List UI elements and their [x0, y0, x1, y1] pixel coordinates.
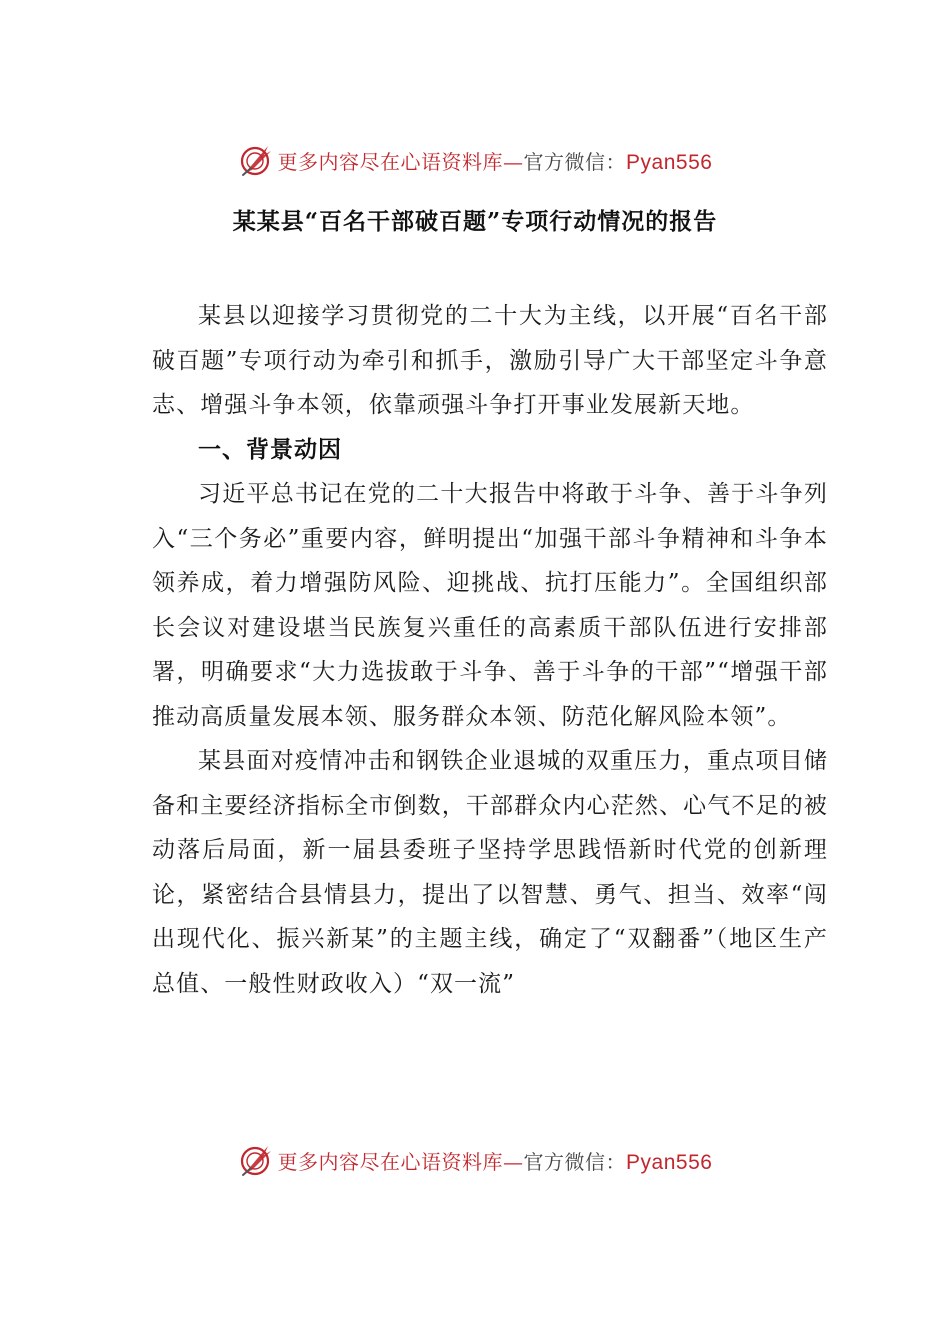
quill-seal-logo-icon [238, 142, 274, 178]
intro-paragraph: 某县以迎接学习贯彻党的二十大为主线，以开展“百名干部破百题”专项行动为牵引和抓手，激励引导广大干部坚定斗争意志、增强斗争本领，依靠顽强斗争打开事业发展新天地。 [152, 303, 828, 418]
watermark-wechat-label: 官方微信： [523, 149, 627, 174]
watermark-main-text: 更多内容尽在心语资料库 [277, 1149, 504, 1174]
section1-paragraph-2: 某县面对疫情冲击和钢铁企业退城的双重压力，重点项目储备和主要经济指标全市倒数，干部群众内心茫然、心气不足的被动落后局面，新一届县委班子坚持学思践悟新时代党的创新理论，紧密结合县情县力，提出了以智慧、勇气、担当、效率“闯出现代化、振兴新某”的主题主线，确定了“双翻番”（地区生产总值、一般性财政收入）“双一流” [152, 748, 828, 997]
quill-seal-logo-icon [238, 1142, 274, 1178]
section1-paragraph-1: 习近平总书记在党的二十大报告中将敢于斗争、善于斗争列入“三个务必”重要内容，鲜明提出“加强干部斗争精神和斗争本领养成，着力增强防风险、迎挑战、抗打压能力”。全国组织部长会议对建设堪当民族复兴重任的高素质干部队伍进行安排部署，明确要求“大力选拔敢于斗争、善于斗争的干部”“增强干部推动高质量发展本领、服务群众本领、防范化解风险本领”。 [152, 481, 828, 730]
watermark-banner-bottom [0, 1140, 950, 1180]
document-title: 某某县“百名干部破百题”专项行动情况的报告 [232, 208, 718, 235]
watermark-wechat-id: Pyan556 [626, 1150, 713, 1174]
watermark-dash: — [503, 1149, 524, 1174]
watermark-text [278, 1146, 713, 1175]
document-body [152, 294, 828, 1006]
watermark-wechat-id: Pyan556 [626, 150, 713, 174]
section-heading-background: 一、背景动因 [198, 435, 342, 463]
watermark-banner-top [0, 140, 950, 180]
watermark-main-text: 更多内容尽在心语资料库 [277, 149, 504, 174]
watermark-dash: — [503, 149, 524, 174]
watermark-text [278, 146, 713, 175]
watermark-wechat-label: 官方微信： [523, 1149, 627, 1174]
